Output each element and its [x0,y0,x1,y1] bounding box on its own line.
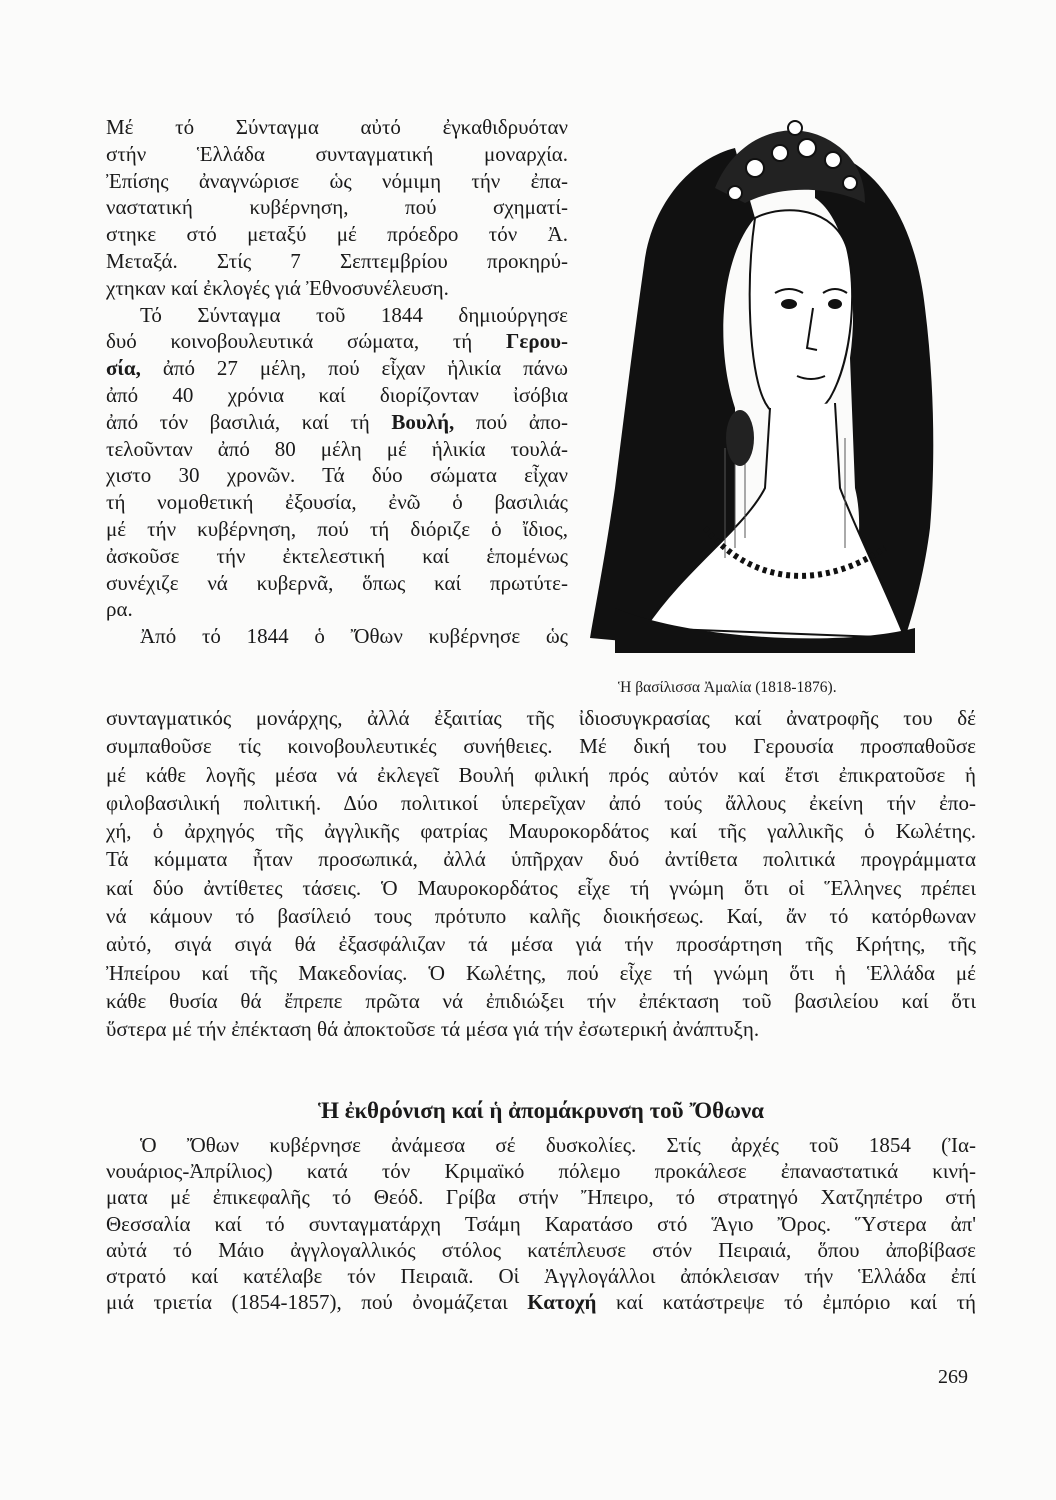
text-segment: μέ τήν κυβέρνηση, πού τή διόριζε ὁ ἴδιος, [106,516,568,541]
text-segment: νουάριος-Ἀπρίλιος) κατά τόν Κριμαϊκό πόλεμο προκάλεσε ἐπαναστατικά κινή- [106,1159,976,1184]
text-segment: συνέχιζε νά κυβερνᾶ, ὅπως καί πρωτύτε- [106,570,568,595]
text-line [106,1211,976,1237]
text-segment: φιλοβασιλική πολιτική. Δύο πολιτικοί ὑπερεῖχαν ἀπό τούς ἄλλους ἐκείνη τήν ἐπο- [106,790,976,815]
text-line [106,570,568,597]
text-segment: στρατό καί κατέλαβε τόν Πειραιᾶ. Οἱ Ἀγγλογάλλοι ἀπόκλεισαν τήν Ἑλλάδα ἐπί [106,1263,976,1288]
text-segment: αὐτά τό Μάιο ἀγγλογαλλικός στόλος κατέπλευσε στόν Πειραιά, ὅπου ἀποβίβασε [106,1237,976,1262]
text-line [106,704,976,732]
page-number: 269 [938,1366,968,1388]
text-line [106,516,568,543]
text-segment: χτηκαν καί ἐκλογές γιά Ἐθνοσυνέλευση. [106,275,449,300]
text-segment: νά κάμουν τό βασίλειό τους πρότυπο καλῆς διοικήσεως. Καί, ἄν τό κατόρθωναν [106,904,976,929]
bold-term: Βουλή, [391,409,455,434]
text-line [106,959,976,987]
text-segment: Μεταξά. Στίς 7 Σεπτεμβρίου προκηρύ- [106,248,568,273]
left-column-text [106,114,568,650]
text-segment: δυό κοινοβουλευτικά σώματα, τή [106,329,507,354]
text-segment: τελοῦνταν ἀπό 80 μέλη μέ ἡλικία τουλά- [106,436,568,461]
text-line [106,1132,976,1158]
text-segment: Τά κόμματα ἦταν προσωπικά, ἀλλά ὑπῆρχαν δυό ἀντίθετα πολιτικά προγράμματα [106,847,976,872]
text-segment: πού ἀπο- [454,409,568,434]
text-segment: κάθε θυσία θά ἔπρεπε πρῶτα νά ἐπιδιώξει τήν ἐπέκταση τοῦ βασιλείου καί ὅτι [106,988,976,1013]
text-line [106,1015,976,1043]
text-line [106,489,568,516]
text-segment: ἀπό 27 μέλη, πού εἶχαν ἡλικία πάνω [140,356,568,381]
text-line [106,114,568,141]
text-segment: Μέ τό Σύνταγμα αὐτό ἐγκαθιδρυόταν [106,115,568,139]
text-line [106,355,568,382]
text-line [106,328,568,355]
bold-term: Κατοχή [527,1290,597,1315]
text-line [106,168,568,195]
text-segment: Ἠπείρου καί τῆς Μακεδονίας. Ὁ Κωλέτης, πού εἶχε τή γνώμη ὅτι ἡ Ἑλλάδα μέ [106,960,976,985]
text-line [106,1158,976,1184]
text-line [106,302,568,329]
text-segment: Τό Σύνταγμα τοῦ 1844 δημιούργησε [140,302,568,327]
text-line [106,874,976,902]
text-line [106,409,568,436]
text-line [106,1237,976,1263]
text-segment: Θεσσαλία καί τό συνταγματάρχη Τσάμη Καρατάσο στό Ἅγιο Ὄρος. Ὕστερα ἀπ' [106,1211,976,1236]
text-line [106,987,976,1015]
text-line [106,732,976,760]
text-segment: χιστο 30 χρονῶν. Τά δύο σώματα εἶχαν [106,463,568,488]
text-line [106,1289,976,1315]
text-segment: ὕστερα μέ τήν ἐπέκταση θά ἀποκτοῦσε τά μέσα γιά τήν ἐσωτερική ἀνάπτυξη. [106,1017,760,1042]
text-line [106,596,568,623]
section-body-text [106,1132,976,1315]
section-heading: Ἡ ἐκθρόνιση καί ἡ ἀπομάκρυνση τοῦ Ὄθωνα [317,1098,765,1123]
text-line [106,382,568,409]
text-line [106,141,568,168]
text-segment: ἀπό τόν βασιλιά, καί τή [106,409,392,434]
text-line [106,817,976,845]
text-segment: συνταγματικός μονάρχης, ἀλλά ἐξαιτίας τῆς ἰδιοσυγκρασίας καί ἀνατροφῆς του δέ [106,706,976,730]
text-segment: μιά τριετία (1854-1857), πού ὀνομάζεται [106,1290,528,1315]
text-segment: μέ κάθε λογῆς μέσα νά ἐκλεγεῖ Βουλή φιλική πρός αὐτόν καί ἔτσι ἐπικρατοῦσε ἡ [106,762,976,787]
text-segment: ἀσκοῦσε τήν ἐκτελεστική καί ἑπομένως [106,543,568,568]
text-line [106,543,568,570]
text-segment: στήν Ἑλλάδα συνταγματική μοναρχία. [106,141,568,166]
text-line [106,789,976,817]
text-segment: Ἀπό τό 1844 ὁ Ὄθων κυβέρνησε ὡς [140,624,568,649]
bold-term: Γερου- [506,329,568,354]
portrait-queen-amalia [585,108,960,653]
text-line [106,623,568,650]
text-segment: Ἐπίσης ἀναγνώρισε ὡς νόμιμη τήν ἐπα- [106,168,568,193]
text-line [106,436,568,463]
text-segment: καί κατάστρεψε τό ἐμπόριο καί τή [596,1290,976,1315]
text-line [106,462,568,489]
image-caption: Ἡ βασίλισσα Ἀμαλία (1818-1876). [618,679,837,696]
text-segment: ναστατική κυβέρνηση, πού σχηματί- [106,195,568,220]
text-segment: Ὁ Ὄθων κυβέρνησε ἀνάμεσα σέ δυσκολίες. Στίς ἀρχές τοῦ 1854 (Ἰα- [140,1133,976,1157]
text-segment: ρα. [106,597,133,622]
body-text-continued [106,704,976,1044]
text-line [106,275,568,302]
text-line [106,1263,976,1289]
text-line [106,845,976,873]
text-segment: χή, ὁ ἀρχηγός τῆς ἀγγλικῆς φατρίας Μαυροκορδάτος καί τῆς γαλλικῆς ὁ Κωλέτης. [106,819,976,844]
text-segment: στηκε στό μεταξύ μέ πρόεδρο τόν Ἀ. [106,222,568,247]
text-line [106,1184,976,1210]
text-line [106,194,568,221]
bold-term: σία, [106,356,141,381]
text-line [106,221,568,248]
text-line [106,930,976,958]
text-segment: ματα μέ ἐπικεφαλῆς τό Θεόδ. Γρίβα στήν Ἤπειρο, τό στρατηγό Χατζηπέτρο στή [106,1185,976,1210]
text-line [106,761,976,789]
text-segment: αὐτό, σιγά σιγά θά ἐξασφάλιζαν τά μέσα γιά τήν προσάρτηση τῆς Κρήτης, τῆς [106,932,976,957]
text-segment: καί δύο ἀντίθετες τάσεις. Ὁ Μαυροκορδάτος εἶχε τή γνώμη ὅτι οἱ Ἕλληνες πρέπει [106,875,976,900]
text-segment: ἀπό 40 χρόνια καί διορίζονταν ἰσόβια [106,382,568,407]
text-line [106,902,976,930]
text-segment: συμπαθοῦσε τίς κοινοβουλευτικές συνήθειες. Μέ δική του Γερουσία προσπαθοῦσε [106,734,976,759]
text-line [106,248,568,275]
text-segment: τή νομοθετική ἐξουσία, ἐνῶ ὁ βασιλιάς [106,490,568,515]
